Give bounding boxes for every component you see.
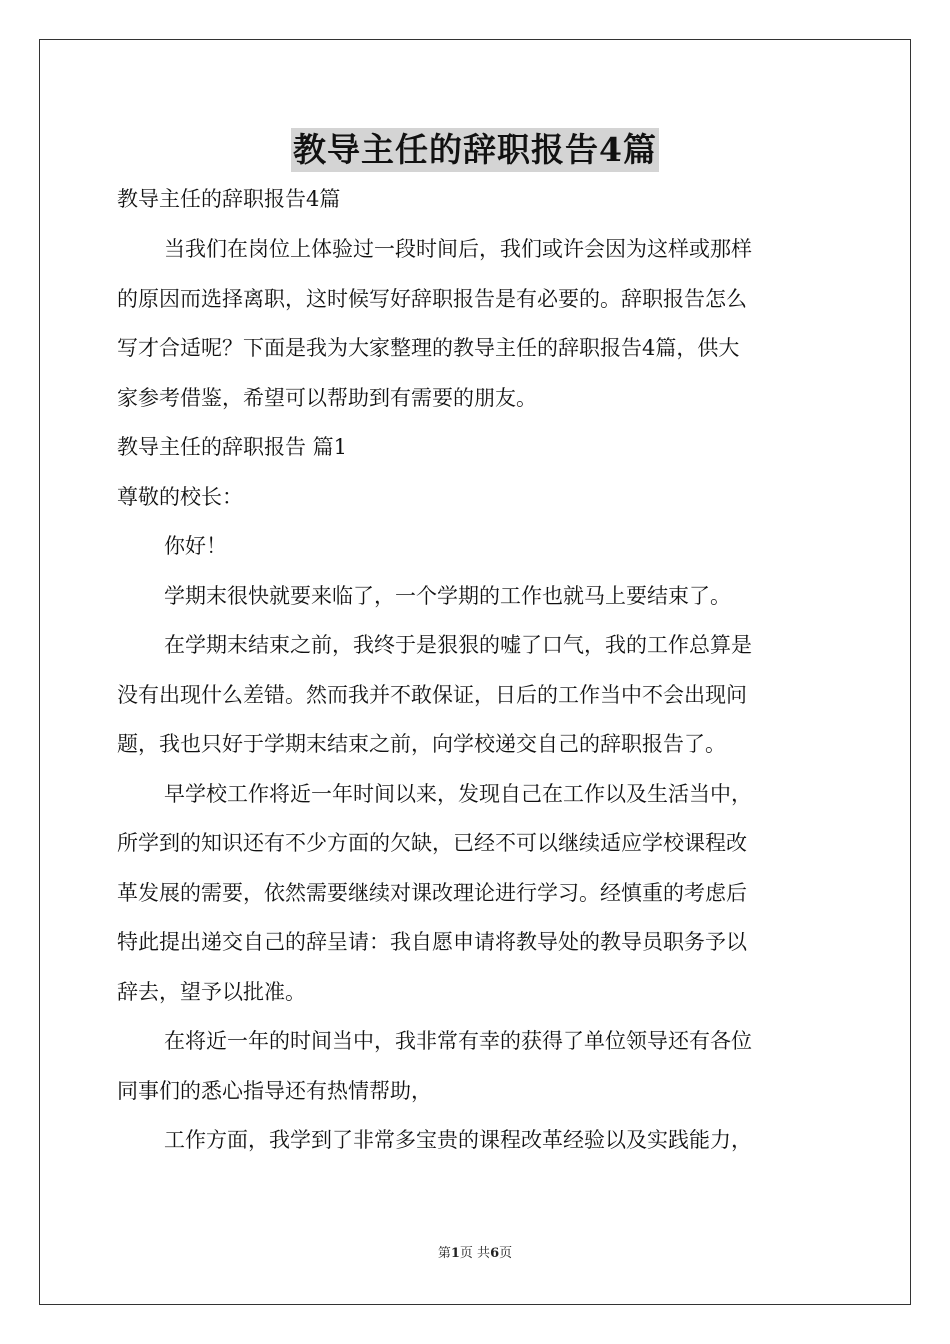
paragraph-line: 写才合适呢？下面是我为大家整理的教导主任的辞职报告4篇，供大 (117, 336, 740, 360)
paragraph-2 (117, 621, 835, 770)
paragraph-line: 的原因而选择离职，这时候写好辞职报告是有必要的。辞职报告怎么 (117, 286, 747, 311)
footer-prefix: 第 (437, 1246, 451, 1261)
paragraph-line: 学期末很快就要来临了，一个学期的工作也就马上要结束了。 (164, 583, 731, 608)
paragraph-line: 当我们在岗位上体验过一段时间后，我们或许会因为这样或那样 (164, 237, 752, 261)
paragraph-line: 革发展的需要，依然需要继续对课改理论进行学习。经慎重的考虑后 (117, 880, 747, 905)
paragraph-line: 在学期末结束之前，我终于是狠狠的嘘了口气，我的工作总算是 (164, 633, 752, 657)
document-subtitle: 教导主任的辞职报告4篇 (117, 187, 341, 211)
paragraph-line: 没有出现什么差错。然而我并不敢保证，日后的工作当中不会出现问 (117, 682, 747, 707)
page-footer (0, 1244, 950, 1264)
document-title (0, 128, 950, 172)
document-title-text: 教导主任的辞职报告4篇 (291, 128, 659, 172)
greeting: 你好！ (164, 534, 227, 558)
paragraph-line: 同事们的悉心指导还有热情帮助， (117, 1078, 432, 1103)
footer-suffix: 页 (499, 1246, 513, 1261)
salutation: 尊敬的校长： (117, 484, 243, 509)
paragraph-line: 家参考借鉴，希望可以帮助到有需要的朋友。 (117, 385, 537, 410)
document-body (117, 177, 835, 1166)
paragraph-line: 题，我也只好于学期末结束之前，向学校递交自己的辞职报告了。 (117, 732, 726, 756)
paragraph-line: 在将近一年的时间当中，我非常有幸的获得了单位领导还有各位 (164, 1029, 752, 1053)
paragraph-line: 早学校工作将近一年时间以来，发现自己在工作以及生活当中， (164, 781, 752, 806)
section-heading: 教导主任的辞职报告 篇1 (117, 435, 348, 459)
footer-page-number: 1 (450, 1246, 460, 1261)
paragraph-line: 辞去，望予以批准。 (117, 979, 306, 1004)
paragraph-line: 工作方面，我学到了非常多宝贵的课程改革经验以及实践能力， (164, 1128, 752, 1152)
paragraph-4 (117, 1017, 835, 1116)
paragraph-5 (117, 1116, 835, 1166)
footer-mid: 页 共 (459, 1246, 491, 1261)
footer-total-pages: 6 (490, 1246, 500, 1261)
paragraph-1 (117, 572, 835, 622)
intro-paragraph (117, 225, 835, 423)
paragraph-line: 特此提出递交自己的辞呈请：我自愿申请将教导处的教导员职务予以 (117, 930, 747, 954)
paragraph-line: 所学到的知识还有不少方面的欠缺，已经不可以继续适应学校课程改 (117, 831, 747, 855)
paragraph-3 (117, 770, 835, 1018)
